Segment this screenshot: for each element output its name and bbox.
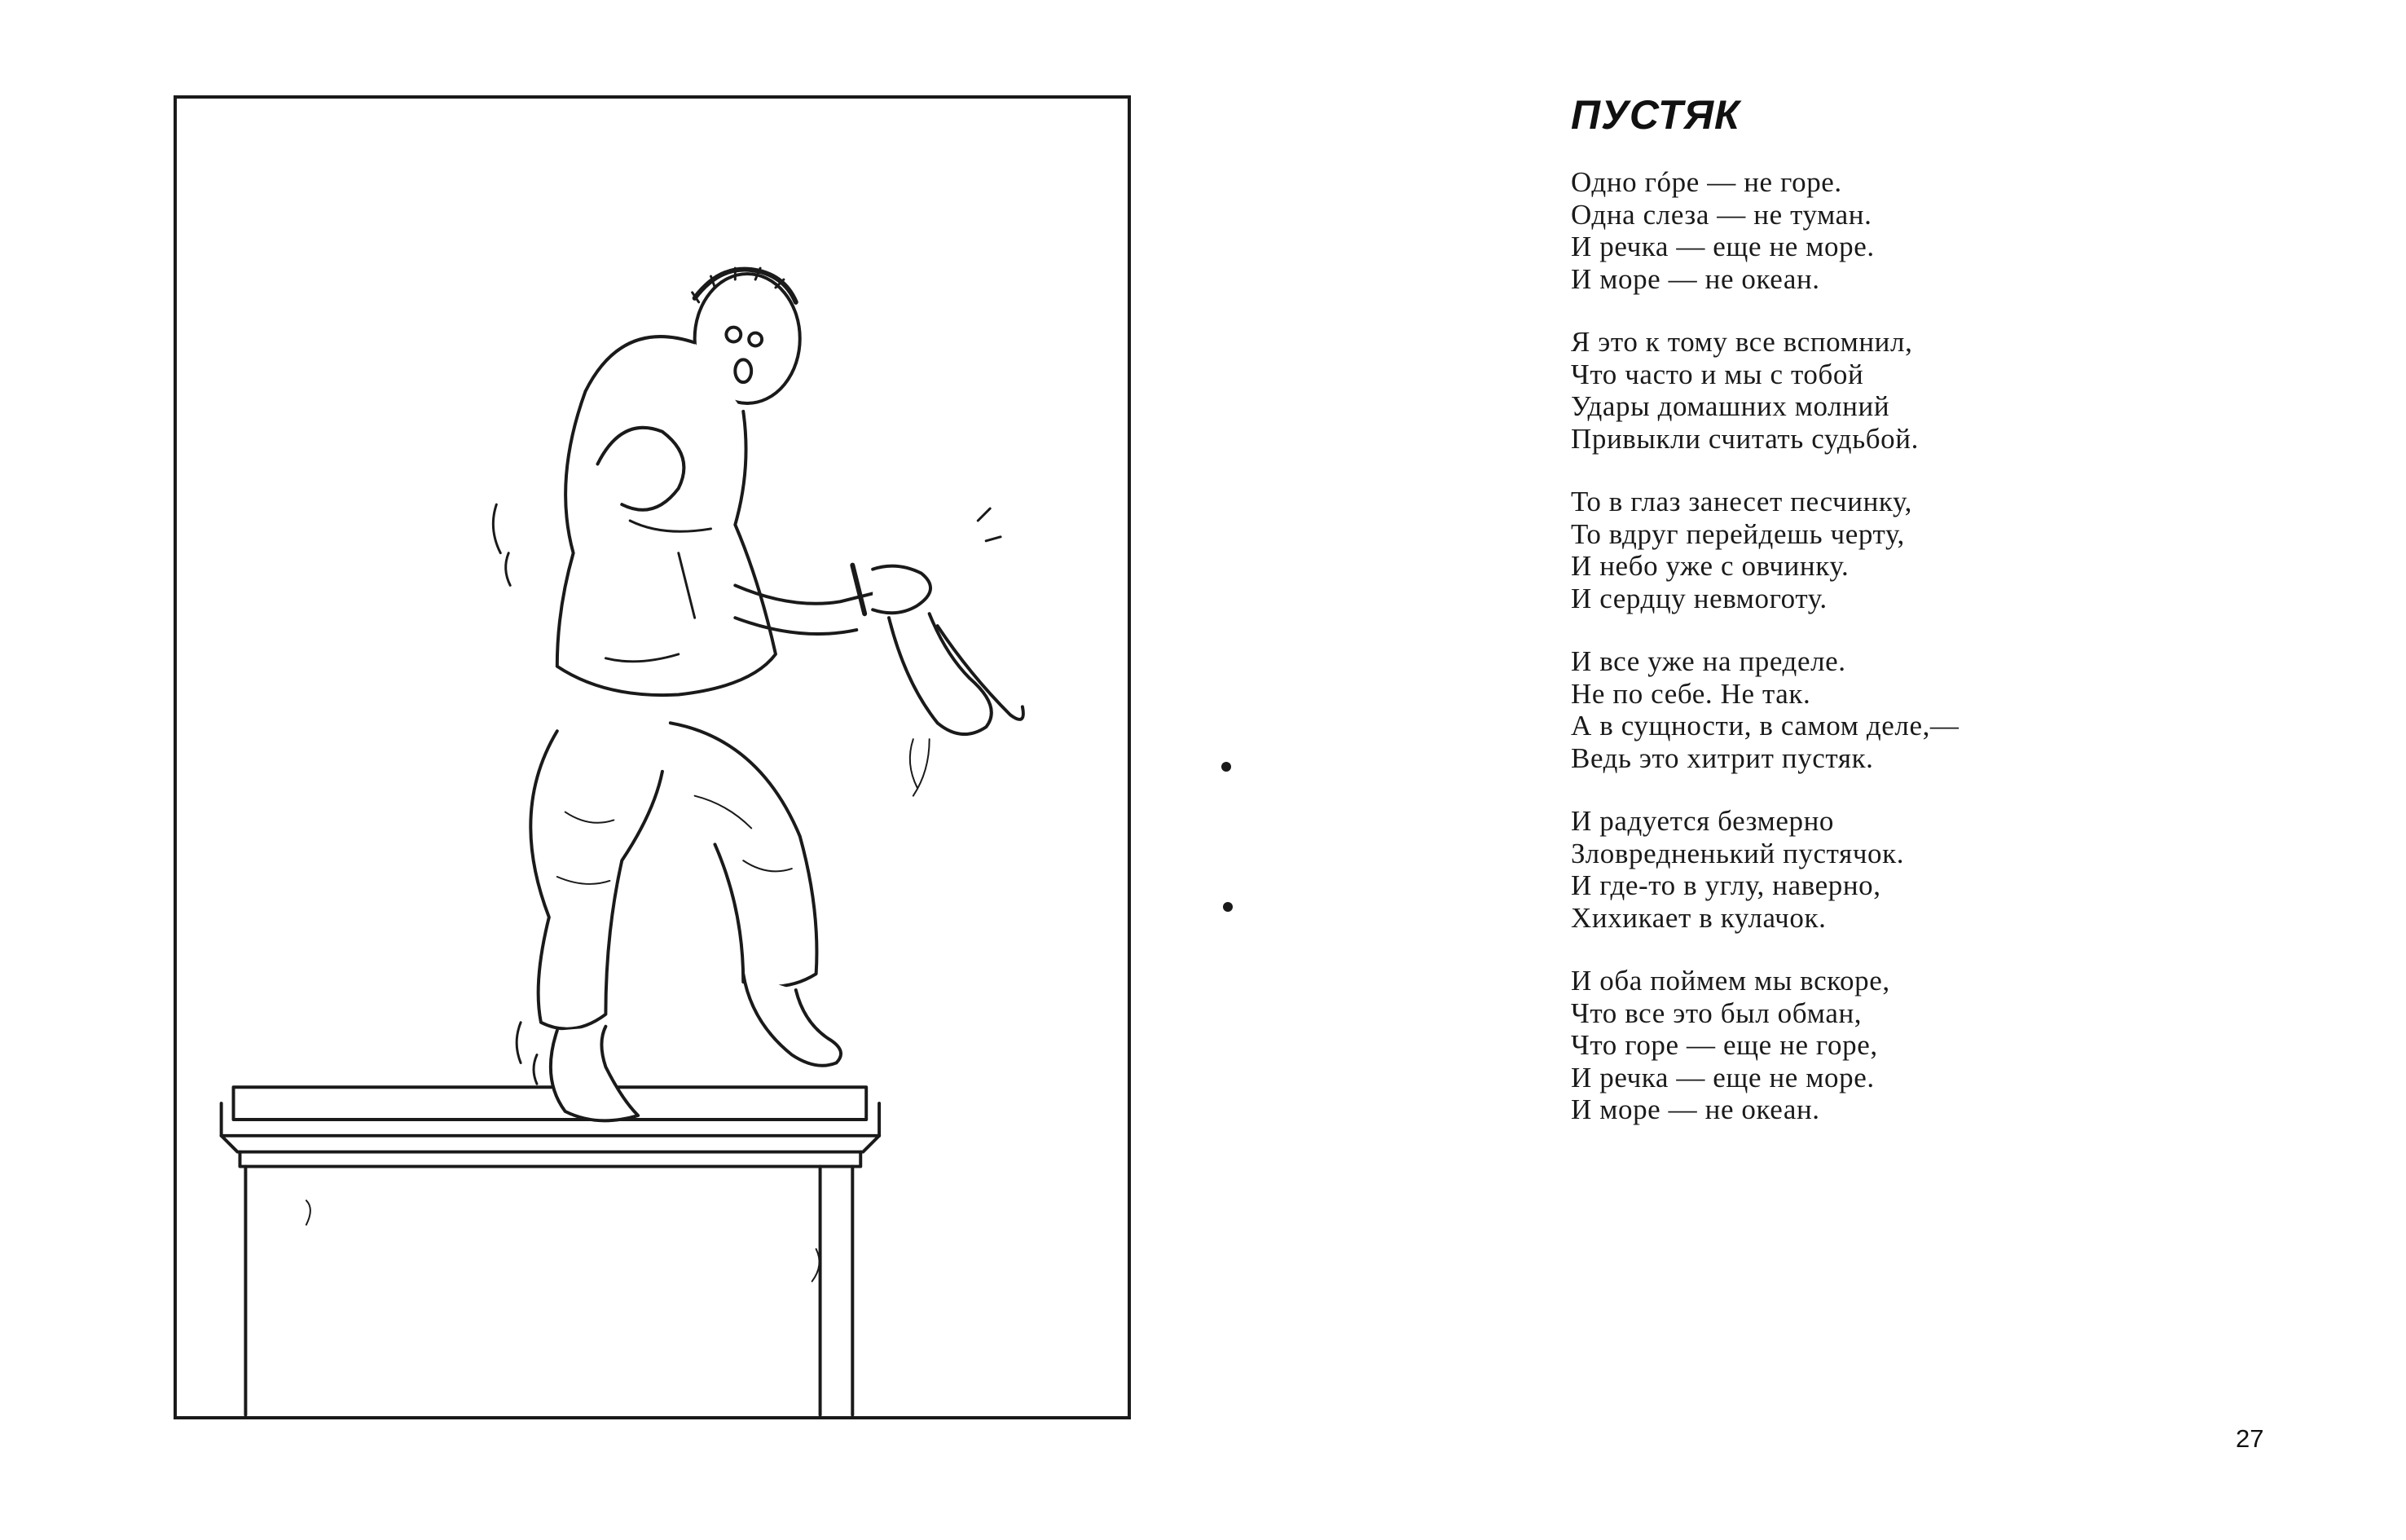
poem-line: Что горе — еще не горе, [1571, 1029, 1878, 1061]
poem-line: И радуется безмерно [1571, 805, 1834, 837]
figure-trousers [530, 723, 816, 1028]
poem-line: Одна слеза — не туман. [1571, 198, 1872, 231]
poem-line: Хихикает в кулачок. [1571, 901, 1827, 934]
margin-dot [1223, 902, 1233, 912]
stanza-5 [1571, 805, 2304, 934]
illustration-frame [174, 95, 1131, 1419]
stanza-1 [1571, 166, 2304, 295]
stanza-2 [1571, 326, 2304, 455]
poem-line: Что часто и мы с тобой [1571, 358, 1864, 390]
poem-line: И где-то в углу, наверно, [1571, 869, 1881, 901]
stanza-6 [1571, 965, 2304, 1126]
poem-line: То в глаз занесет песчинку, [1571, 486, 1912, 517]
poem-line: Я это к тому все вспомнил, [1571, 326, 1913, 358]
poem-line: Привыкли считать судьбой. [1571, 422, 1919, 455]
margin-dot [1221, 762, 1231, 772]
poem-line: Не по себе. Не так. [1571, 677, 1811, 710]
poem-line: Удары домашних молний [1571, 390, 1890, 422]
pedestal [222, 1087, 879, 1415]
poem-line: И речка — еще не море. [1571, 231, 1875, 262]
shoes [889, 614, 1023, 795]
stanza-4 [1571, 645, 2304, 774]
poem-line: То вдруг перейдешь черту, [1571, 517, 1905, 550]
poem-line: А в сущности, в самом деле,— [1571, 710, 1960, 741]
poem-line: И море — не океан. [1571, 262, 1820, 295]
poem-line: Что все это был обман, [1571, 997, 1863, 1029]
poem-line: Зловредненький пустячок. [1571, 837, 1905, 869]
poem-line: Одно гóре — не горе. [1571, 166, 1842, 198]
poem-line: И все уже на пределе. [1571, 645, 1846, 677]
poem-line: Ведь это хитрит пустяк. [1571, 741, 1874, 774]
poem-line: И сердцу невмоготу. [1571, 582, 1828, 614]
poem-line: И речка — еще не море. [1571, 1061, 1875, 1093]
poem-line: И небо уже с овчинку. [1571, 550, 1850, 582]
page-number: 27 [2236, 1424, 2264, 1453]
poem-line: И море — не океан. [1571, 1093, 1820, 1125]
poem-title: ПУСТЯК [1571, 92, 1740, 138]
poem-line: И оба поймем мы вскоре, [1571, 965, 1890, 997]
poem [1571, 91, 2304, 1157]
stanza-3 [1571, 486, 2304, 614]
dancing-man-on-pedestal-illustration [177, 99, 1128, 1416]
